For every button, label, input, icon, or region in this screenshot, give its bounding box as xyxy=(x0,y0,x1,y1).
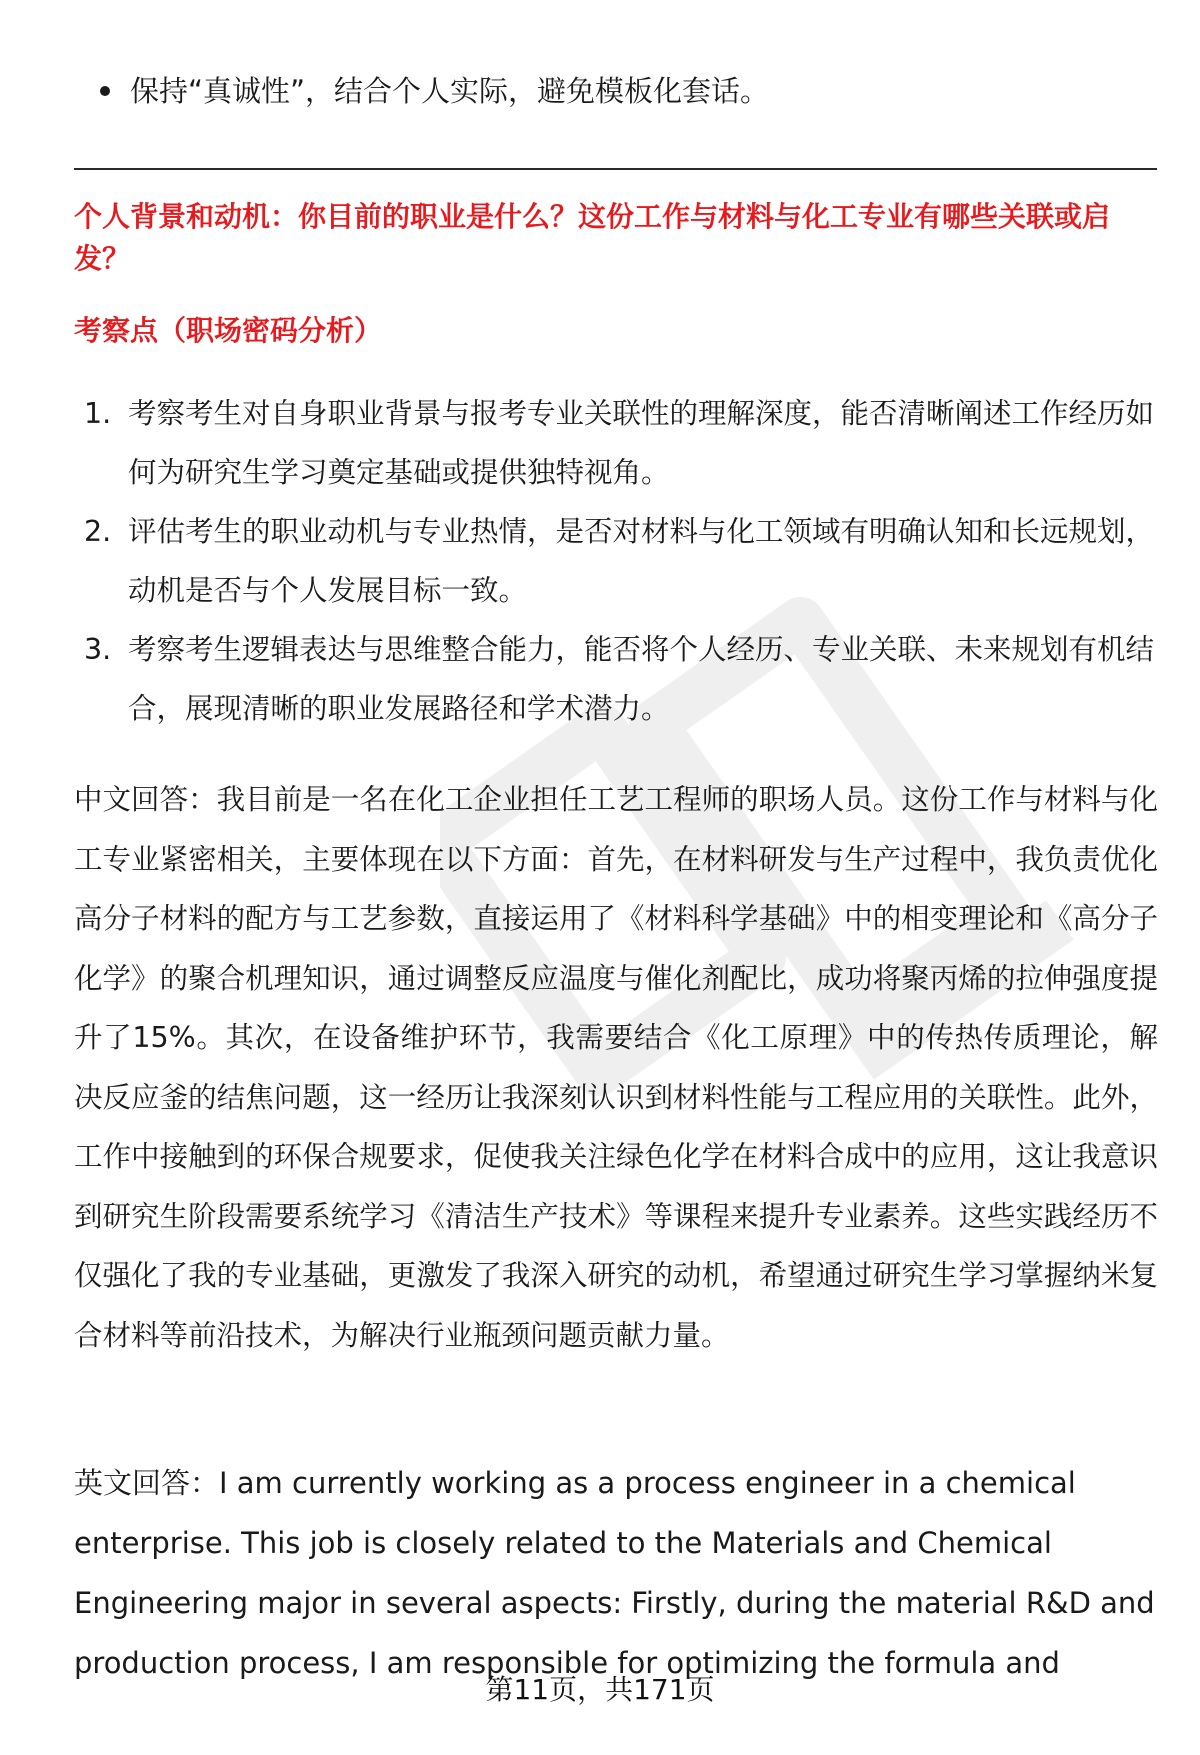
list-item-number: 1. xyxy=(84,397,112,430)
english-answer-label: 英文回答： xyxy=(74,1466,220,1500)
english-answer xyxy=(74,1453,1158,1693)
bullet-text: 保持“真诚性”，结合个人实际，避免模板化套话。 xyxy=(130,74,770,108)
question-heading: 个人背景和动机：你目前的职业是什么？这份工作与材料与化工专业有哪些关联或启发？ xyxy=(74,200,1111,275)
english-answer-text: I am currently working as a process engineer in a chemical enterprise. This job is closely related to the Materials and Chemical Engineering major in several aspects: Firstly, during the material R&D and production process, I am responsible for optimizing the formula and xyxy=(74,1466,1155,1680)
assessment-subheading: 考察点（职场密码分析） xyxy=(74,314,383,347)
list-item-number: 2. xyxy=(84,515,112,548)
section-divider xyxy=(74,168,1157,170)
list-item-text: 评估考生的职业动机与专业热情，是否对材料与化工领域有明确认知和长远规划，动机是否与个人发展目标一致。 xyxy=(128,515,1155,607)
bullet-item xyxy=(100,64,769,118)
chinese-answer xyxy=(74,770,1158,1365)
list-item-text: 考察考生对自身职业背景与报考专业关联性的理解深度，能否清晰阐述工作经历如何为研究生学习奠定基础或提供独特视角。 xyxy=(128,397,1155,489)
page-footer: 第11页，共171页 xyxy=(485,1673,715,1706)
list-item-number: 3. xyxy=(84,633,112,666)
list-item-text: 考察考生逻辑表达与思维整合能力，能否将个人经历、专业关联、未来规划有机结合，展现清晰的职业发展路径和学术潜力。 xyxy=(128,633,1155,725)
chinese-answer-text: 我目前是一名在化工企业担任工艺工程师的职场人员。这份工作与材料与化工专业紧密相关，主要体现在以下方面：首先，在材料研发与生产过程中，我负责优化高分子材料的配方与工艺参数，直接运用了《材料科学基础》中的相变理论和《高分子化学》的聚合机理知识，通过调整反应温度与催化剂配比，成功将聚丙烯的拉伸强度提升了15%。其次，在设备维护环节，我需要结合《化工原理》中的传热传质理论，解决反应釜的结焦问题，这一经历让我深刻认识到材料性能与工程应用的关联性。此外，工作中接触到的环保合规要求，促使我关注绿色化学在材料合成中的应用，这让我意识到研究生阶段需要系统学习《清洁生产技术》等课程来提升专业素养。这些实践经历不仅强化了我的专业基础，更激发了我深入研究的动机，希望通过研究生学习掌握纳米复合材料等前沿技术，为解决行业瓶颈问题贡献力量。 xyxy=(74,783,1158,1352)
list-item xyxy=(74,502,1158,620)
bullet-dot-icon xyxy=(100,86,110,96)
assessment-points-list xyxy=(74,384,1158,738)
chinese-answer-label: 中文回答： xyxy=(74,783,217,816)
list-item xyxy=(74,384,1158,502)
document-page xyxy=(74,0,1158,1755)
list-item xyxy=(74,620,1158,738)
